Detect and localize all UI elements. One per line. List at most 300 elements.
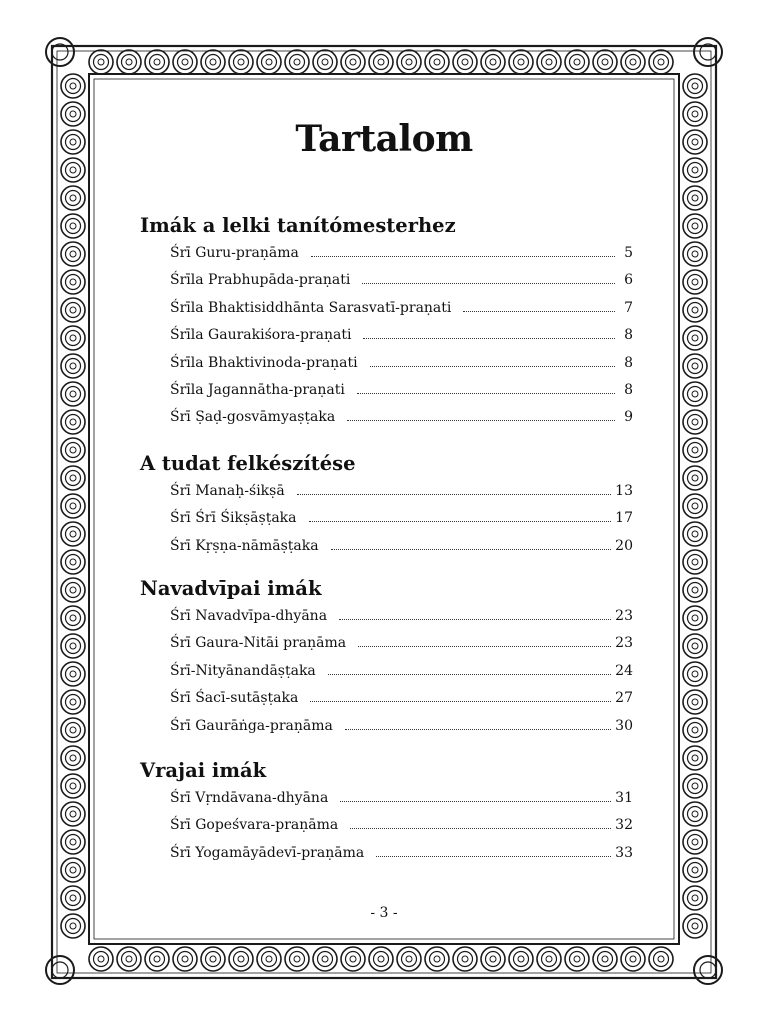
- border-scroll-top-core: [322, 59, 328, 65]
- border-scroll-top: [649, 50, 673, 74]
- border-scroll-top-core: [210, 59, 216, 65]
- border-scroll-right: [683, 354, 707, 378]
- border-corner-flourish-inner-3: [700, 962, 716, 978]
- page-title: Tartalom: [295, 118, 473, 160]
- border-scroll-right: [683, 382, 707, 406]
- border-scroll-top-core: [574, 59, 580, 65]
- border-scroll-left: [61, 326, 85, 350]
- border-scroll-right: [683, 242, 707, 266]
- border-scroll-top-inner: [150, 55, 165, 70]
- border-scroll-top: [257, 50, 281, 74]
- border-scroll-left: [61, 746, 85, 770]
- border-scroll-bottom: [89, 947, 113, 971]
- border-scroll-left-inner: [66, 219, 81, 234]
- border-scroll-right: [683, 662, 707, 686]
- border-scroll-left: [61, 522, 85, 546]
- toc-entry-page: 23: [615, 635, 633, 652]
- border-scroll-bottom: [201, 947, 225, 971]
- border-scroll-bottom-core: [98, 956, 104, 962]
- border-scroll-top-inner: [206, 55, 221, 70]
- border-scroll-bottom-core: [462, 956, 468, 962]
- border-scroll-left-core: [70, 475, 76, 481]
- border-scroll-right: [683, 830, 707, 854]
- border-scroll-top-core: [658, 59, 664, 65]
- border-scroll-left-core: [70, 447, 76, 453]
- border-scroll-left-inner: [66, 107, 81, 122]
- border-scroll-top: [593, 50, 617, 74]
- border-scroll-left-core: [70, 139, 76, 145]
- border-scroll-right-core: [692, 559, 698, 565]
- border-scroll-right-core: [692, 811, 698, 817]
- section-heading: Vrajai imák: [140, 759, 267, 782]
- border-scroll-left: [61, 802, 85, 826]
- toc-entry-page: 8: [624, 327, 633, 344]
- border-scroll-left: [61, 886, 85, 910]
- dot-leader: [331, 548, 612, 550]
- section-heading: Imák a lelki tanítómesterhez: [140, 214, 456, 237]
- border-scroll-bottom-core: [518, 956, 524, 962]
- dot-leader: [376, 855, 611, 857]
- dot-leader: [310, 700, 611, 702]
- border-scroll-bottom-inner: [206, 952, 221, 967]
- toc-entry[interactable]: [170, 685, 633, 712]
- border-scroll-left: [61, 214, 85, 238]
- border-scroll-bottom: [621, 947, 645, 971]
- border-scroll-right-core: [692, 363, 698, 369]
- border-scroll-right-inner: [688, 779, 703, 794]
- border-scroll-right-inner: [688, 135, 703, 150]
- border-scroll-bottom: [509, 947, 533, 971]
- border-scroll-bottom: [537, 947, 561, 971]
- border-scroll-left: [61, 298, 85, 322]
- border-scroll-right: [683, 158, 707, 182]
- border-scroll-left: [61, 578, 85, 602]
- border-scroll-top: [145, 50, 169, 74]
- border-scroll-left-core: [70, 923, 76, 929]
- border-scroll-right-core: [692, 419, 698, 425]
- border-scroll-top: [397, 50, 421, 74]
- border-scroll-top: [537, 50, 561, 74]
- border-scroll-top: [453, 50, 477, 74]
- border-scroll-top-inner: [486, 55, 501, 70]
- border-scroll-left-core: [70, 503, 76, 509]
- toc-entry-label: Śrīla Bhaktisiddhānta Sarasvatī-praṇati: [170, 299, 452, 316]
- border-scroll-left-inner: [66, 79, 81, 94]
- border-scroll-right: [683, 802, 707, 826]
- border-scroll-bottom-core: [658, 956, 664, 962]
- toc-entry-label: Śrī Gaura-Nitāi praṇāma: [170, 635, 347, 652]
- border-scroll-top-inner: [318, 55, 333, 70]
- border-scroll-right-core: [692, 615, 698, 621]
- border-scroll-bottom-inner: [430, 952, 445, 967]
- border-scroll-bottom: [313, 947, 337, 971]
- border-scroll-right-core: [692, 167, 698, 173]
- border-scroll-left-inner: [66, 247, 81, 262]
- border-scroll-right: [683, 774, 707, 798]
- border-scroll-right: [683, 466, 707, 490]
- border-scroll-left: [61, 690, 85, 714]
- toc-entry[interactable]: [170, 267, 633, 294]
- border-scroll-left-core: [70, 531, 76, 537]
- border-scroll-left-core: [70, 615, 76, 621]
- border-scroll-right-core: [692, 643, 698, 649]
- border-scroll-top: [481, 50, 505, 74]
- border-scroll-bottom-inner: [402, 952, 417, 967]
- dot-leader: [309, 520, 612, 522]
- border-scroll-bottom-core: [546, 956, 552, 962]
- toc-entry-page: 8: [624, 381, 633, 398]
- border-scroll-bottom-core: [350, 956, 356, 962]
- border-scroll-bottom-inner: [542, 952, 557, 967]
- border-scroll-bottom-core: [378, 956, 384, 962]
- border-scroll-left-core: [70, 811, 76, 817]
- border-scroll-right-inner: [688, 527, 703, 542]
- border-scroll-top-core: [154, 59, 160, 65]
- border-corner-flourish-3: [694, 956, 722, 984]
- border-scroll-bottom: [481, 947, 505, 971]
- border-scroll-bottom-core: [630, 956, 636, 962]
- border-scroll-right-inner: [688, 163, 703, 178]
- border-scroll-right-inner: [688, 639, 703, 654]
- toc-entry-page: 7: [624, 299, 633, 316]
- border-scroll-top-core: [462, 59, 468, 65]
- dot-leader: [297, 493, 611, 495]
- border-scroll-left-core: [70, 587, 76, 593]
- border-scroll-left-inner: [66, 303, 81, 318]
- border-scroll-left: [61, 718, 85, 742]
- border-scroll-right-inner: [688, 247, 703, 262]
- border-scroll-top: [369, 50, 393, 74]
- toc-entry[interactable]: [170, 785, 633, 812]
- border-scroll-left-core: [70, 251, 76, 257]
- border-scroll-bottom-inner: [570, 952, 585, 967]
- border-scroll-right-inner: [688, 723, 703, 738]
- toc-section-vraja-prayers: [140, 757, 633, 867]
- border-scroll-bottom-inner: [290, 952, 305, 967]
- border-scroll-top-inner: [430, 55, 445, 70]
- dot-leader: [370, 365, 615, 367]
- border-scroll-top-core: [378, 59, 384, 65]
- border-scroll-left-core: [70, 783, 76, 789]
- border-scroll-top-inner: [374, 55, 389, 70]
- border-scroll-top-core: [182, 59, 188, 65]
- border-scroll-top-core: [294, 59, 300, 65]
- border-scroll-right-core: [692, 195, 698, 201]
- dot-leader: [350, 827, 611, 829]
- border-scroll-top-core: [630, 59, 636, 65]
- border-scroll-left: [61, 914, 85, 938]
- toc-entry-label: Śrī Śrī Śikṣāṣṭaka: [170, 510, 297, 527]
- toc-entry[interactable]: [170, 812, 633, 839]
- toc-entry-label: Śrī Navadvīpa-dhyāna: [170, 608, 328, 624]
- border-scroll-left-inner: [66, 527, 81, 542]
- toc-entry[interactable]: [170, 533, 633, 560]
- border-scroll-right-core: [692, 727, 698, 733]
- border-scroll-left-core: [70, 195, 76, 201]
- border-scroll-bottom-core: [238, 956, 244, 962]
- border-scroll-right-core: [692, 251, 698, 257]
- border-scroll-left-inner: [66, 555, 81, 570]
- border-scroll-right: [683, 914, 707, 938]
- toc-entry-page: 32: [615, 817, 633, 834]
- border-scroll-left-inner: [66, 387, 81, 402]
- border-scroll-right-core: [692, 503, 698, 509]
- border-scroll-right: [683, 270, 707, 294]
- border-scroll-right: [683, 214, 707, 238]
- toc-entry[interactable]: [170, 240, 633, 267]
- border-scroll-right-core: [692, 139, 698, 145]
- border-scroll-right-core: [692, 391, 698, 397]
- border-scroll-top-inner: [402, 55, 417, 70]
- toc-entry[interactable]: [170, 404, 633, 431]
- border-scroll-top-core: [434, 59, 440, 65]
- border-scroll-left: [61, 662, 85, 686]
- border-scroll-right-core: [692, 923, 698, 929]
- toc-entry-label: Śrī Gaurāṅga-praṇāma: [170, 717, 333, 734]
- border-scroll-top-inner: [598, 55, 613, 70]
- toc-entry-page: 24: [615, 662, 633, 679]
- toc-entry[interactable]: [170, 603, 633, 630]
- border-scroll-bottom-core: [294, 956, 300, 962]
- border-scroll-right: [683, 102, 707, 126]
- border-scroll-top: [509, 50, 533, 74]
- border-scroll-bottom-core: [406, 956, 412, 962]
- toc-entry-label: Śrīla Jagannātha-praṇati: [170, 381, 345, 398]
- border-scroll-right: [683, 326, 707, 350]
- border-scroll-right-inner: [688, 275, 703, 290]
- border-scroll-bottom: [593, 947, 617, 971]
- border-scroll-bottom-inner: [346, 952, 361, 967]
- border-scroll-right: [683, 606, 707, 630]
- border-scroll-left: [61, 242, 85, 266]
- border-scroll-right-core: [692, 447, 698, 453]
- toc-entry-label: Śrī Vṛndāvana-dhyāna: [170, 790, 329, 806]
- border-scroll-right-inner: [688, 807, 703, 822]
- toc-section-navadvipa-prayers: [140, 575, 633, 740]
- border-scroll-left-core: [70, 111, 76, 117]
- section-heading: A tudat felkészítése: [140, 452, 356, 475]
- border-scroll-bottom-inner: [598, 952, 613, 967]
- border-scroll-top-inner: [234, 55, 249, 70]
- toc-entry-label: Śrī Yogamāyādevī-praṇāma: [170, 844, 365, 861]
- border-scroll-right-inner: [688, 331, 703, 346]
- border-scroll-bottom: [649, 947, 673, 971]
- border-scroll-right-core: [692, 279, 698, 285]
- border-scroll-right: [683, 494, 707, 518]
- border-scroll-right-core: [692, 895, 698, 901]
- border-scroll-left-inner: [66, 583, 81, 598]
- toc-entry-page: 27: [615, 690, 633, 707]
- toc-entry-page: 20: [615, 537, 633, 554]
- border-scroll-right-core: [692, 755, 698, 761]
- border-scroll-right-inner: [688, 107, 703, 122]
- border-scroll-top-inner: [346, 55, 361, 70]
- border-scroll-left: [61, 410, 85, 434]
- border-scroll-left-inner: [66, 779, 81, 794]
- border-scroll-right-core: [692, 699, 698, 705]
- toc-entry[interactable]: [170, 377, 633, 404]
- border-scroll-bottom-core: [126, 956, 132, 962]
- border-scroll-right-inner: [688, 499, 703, 514]
- border-scroll-left: [61, 354, 85, 378]
- border-scroll-bottom-inner: [654, 952, 669, 967]
- toc-entry-page: 8: [624, 354, 633, 371]
- toc-entry[interactable]: [170, 630, 633, 657]
- border-scroll-left: [61, 438, 85, 462]
- page-content: [95, 80, 673, 938]
- border-scroll-left-inner: [66, 163, 81, 178]
- border-scroll-bottom-inner: [150, 952, 165, 967]
- border-scroll-top-inner: [458, 55, 473, 70]
- border-scroll-bottom-core: [154, 956, 160, 962]
- toc-entry-label: Śrīla Bhaktivinoda-praṇati: [170, 354, 358, 371]
- border-scroll-left-inner: [66, 135, 81, 150]
- border-scroll-left-core: [70, 839, 76, 845]
- border-scroll-top: [201, 50, 225, 74]
- toc-entry[interactable]: [170, 505, 633, 532]
- border-scroll-top-inner: [178, 55, 193, 70]
- border-scroll-left-core: [70, 363, 76, 369]
- toc-entry[interactable]: [170, 350, 633, 377]
- border-scroll-bottom-inner: [458, 952, 473, 967]
- border-scroll-top-inner: [626, 55, 641, 70]
- border-scroll-left-core: [70, 699, 76, 705]
- border-scroll-left-inner: [66, 835, 81, 850]
- toc-entry-label: Śrī Kṛṣṇa-nāmāṣṭaka: [170, 537, 319, 554]
- border-scroll-bottom: [565, 947, 589, 971]
- border-scroll-left-inner: [66, 331, 81, 346]
- border-scroll-right-inner: [688, 667, 703, 682]
- border-scroll-right: [683, 690, 707, 714]
- border-scroll-left-core: [70, 867, 76, 873]
- border-scroll-right: [683, 186, 707, 210]
- border-scroll-top-core: [126, 59, 132, 65]
- border-scroll-left: [61, 382, 85, 406]
- border-scroll-left: [61, 774, 85, 798]
- border-scroll-right-core: [692, 867, 698, 873]
- toc-entry-label: Śrī Śacī-sutāṣṭaka: [170, 690, 299, 707]
- border-scroll-top: [313, 50, 337, 74]
- border-scroll-bottom-inner: [178, 952, 193, 967]
- border-scroll-bottom-inner: [122, 952, 137, 967]
- border-scroll-top: [341, 50, 365, 74]
- toc-entry[interactable]: [170, 658, 633, 685]
- border-scroll-top: [565, 50, 589, 74]
- border-scroll-bottom-inner: [514, 952, 529, 967]
- border-scroll-top-core: [490, 59, 496, 65]
- toc-entry[interactable]: [170, 322, 633, 349]
- border-scroll-left-inner: [66, 919, 81, 934]
- border-scroll-top-core: [602, 59, 608, 65]
- toc-entry-page: 33: [615, 844, 633, 861]
- toc-entry[interactable]: [170, 478, 633, 505]
- dot-leader: [311, 255, 615, 257]
- border-corner-flourish-2: [46, 956, 74, 984]
- border-scroll-bottom: [145, 947, 169, 971]
- border-scroll-left-inner: [66, 471, 81, 486]
- border-scroll-bottom: [425, 947, 449, 971]
- border-scroll-left-inner: [66, 751, 81, 766]
- border-scroll-top: [117, 50, 141, 74]
- toc-entry[interactable]: [170, 713, 633, 740]
- border-scroll-left-inner: [66, 639, 81, 654]
- toc-entry-page: 17: [615, 510, 633, 527]
- border-scroll-right-inner: [688, 415, 703, 430]
- border-scroll-right: [683, 438, 707, 462]
- border-scroll-right-inner: [688, 219, 703, 234]
- border-scroll-left-core: [70, 419, 76, 425]
- border-scroll-top-core: [546, 59, 552, 65]
- border-scroll-left-inner: [66, 499, 81, 514]
- toc-entry[interactable]: [170, 295, 633, 322]
- border-scroll-left: [61, 494, 85, 518]
- border-scroll-right-core: [692, 223, 698, 229]
- border-scroll-right-core: [692, 335, 698, 341]
- border-scroll-top-core: [406, 59, 412, 65]
- border-scroll-right-core: [692, 307, 698, 313]
- toc-entry-page: 13: [615, 483, 633, 499]
- border-scroll-bottom-inner: [626, 952, 641, 967]
- border-corner-flourish-1: [694, 38, 722, 66]
- toc-section-spiritual-master-prayers: [140, 212, 633, 432]
- dot-leader: [357, 392, 615, 394]
- toc-entry-label: Śrīla Prabhupāda-praṇati: [170, 272, 351, 289]
- border-scroll-bottom: [453, 947, 477, 971]
- border-scroll-right-inner: [688, 359, 703, 374]
- border-scroll-top-core: [266, 59, 272, 65]
- border-scroll-right: [683, 718, 707, 742]
- border-scroll-bottom-core: [574, 956, 580, 962]
- dot-leader: [340, 800, 611, 802]
- border-scroll-left-inner: [66, 695, 81, 710]
- border-scroll-right: [683, 522, 707, 546]
- border-scroll-left-core: [70, 83, 76, 89]
- border-scroll-right-core: [692, 531, 698, 537]
- border-scroll-bottom-inner: [94, 952, 109, 967]
- border-scroll-right: [683, 858, 707, 882]
- toc-entry[interactable]: [170, 840, 633, 867]
- border-scroll-left-core: [70, 755, 76, 761]
- border-scroll-right-inner: [688, 835, 703, 850]
- border-scroll-right-core: [692, 587, 698, 593]
- border-scroll-left: [61, 634, 85, 658]
- border-scroll-right-inner: [688, 751, 703, 766]
- border-scroll-bottom: [117, 947, 141, 971]
- border-corner-flourish-0: [46, 38, 74, 66]
- border-scroll-left-core: [70, 643, 76, 649]
- border-scroll-top: [229, 50, 253, 74]
- border-scroll-top-inner: [570, 55, 585, 70]
- border-scroll-left-inner: [66, 415, 81, 430]
- border-scroll-right: [683, 746, 707, 770]
- border-scroll-left-inner: [66, 891, 81, 906]
- border-scroll-right: [683, 74, 707, 98]
- border-scroll-left-core: [70, 895, 76, 901]
- dot-leader: [362, 282, 615, 284]
- border-scroll-bottom: [397, 947, 421, 971]
- border-scroll-bottom-inner: [234, 952, 249, 967]
- border-scroll-left: [61, 270, 85, 294]
- border-scroll-left-core: [70, 223, 76, 229]
- border-scroll-right: [683, 578, 707, 602]
- border-scroll-top: [621, 50, 645, 74]
- border-scroll-top-inner: [262, 55, 277, 70]
- border-scroll-bottom: [369, 947, 393, 971]
- border-scroll-bottom: [257, 947, 281, 971]
- border-scroll-top-core: [518, 59, 524, 65]
- border-scroll-bottom-core: [210, 956, 216, 962]
- border-scroll-top: [425, 50, 449, 74]
